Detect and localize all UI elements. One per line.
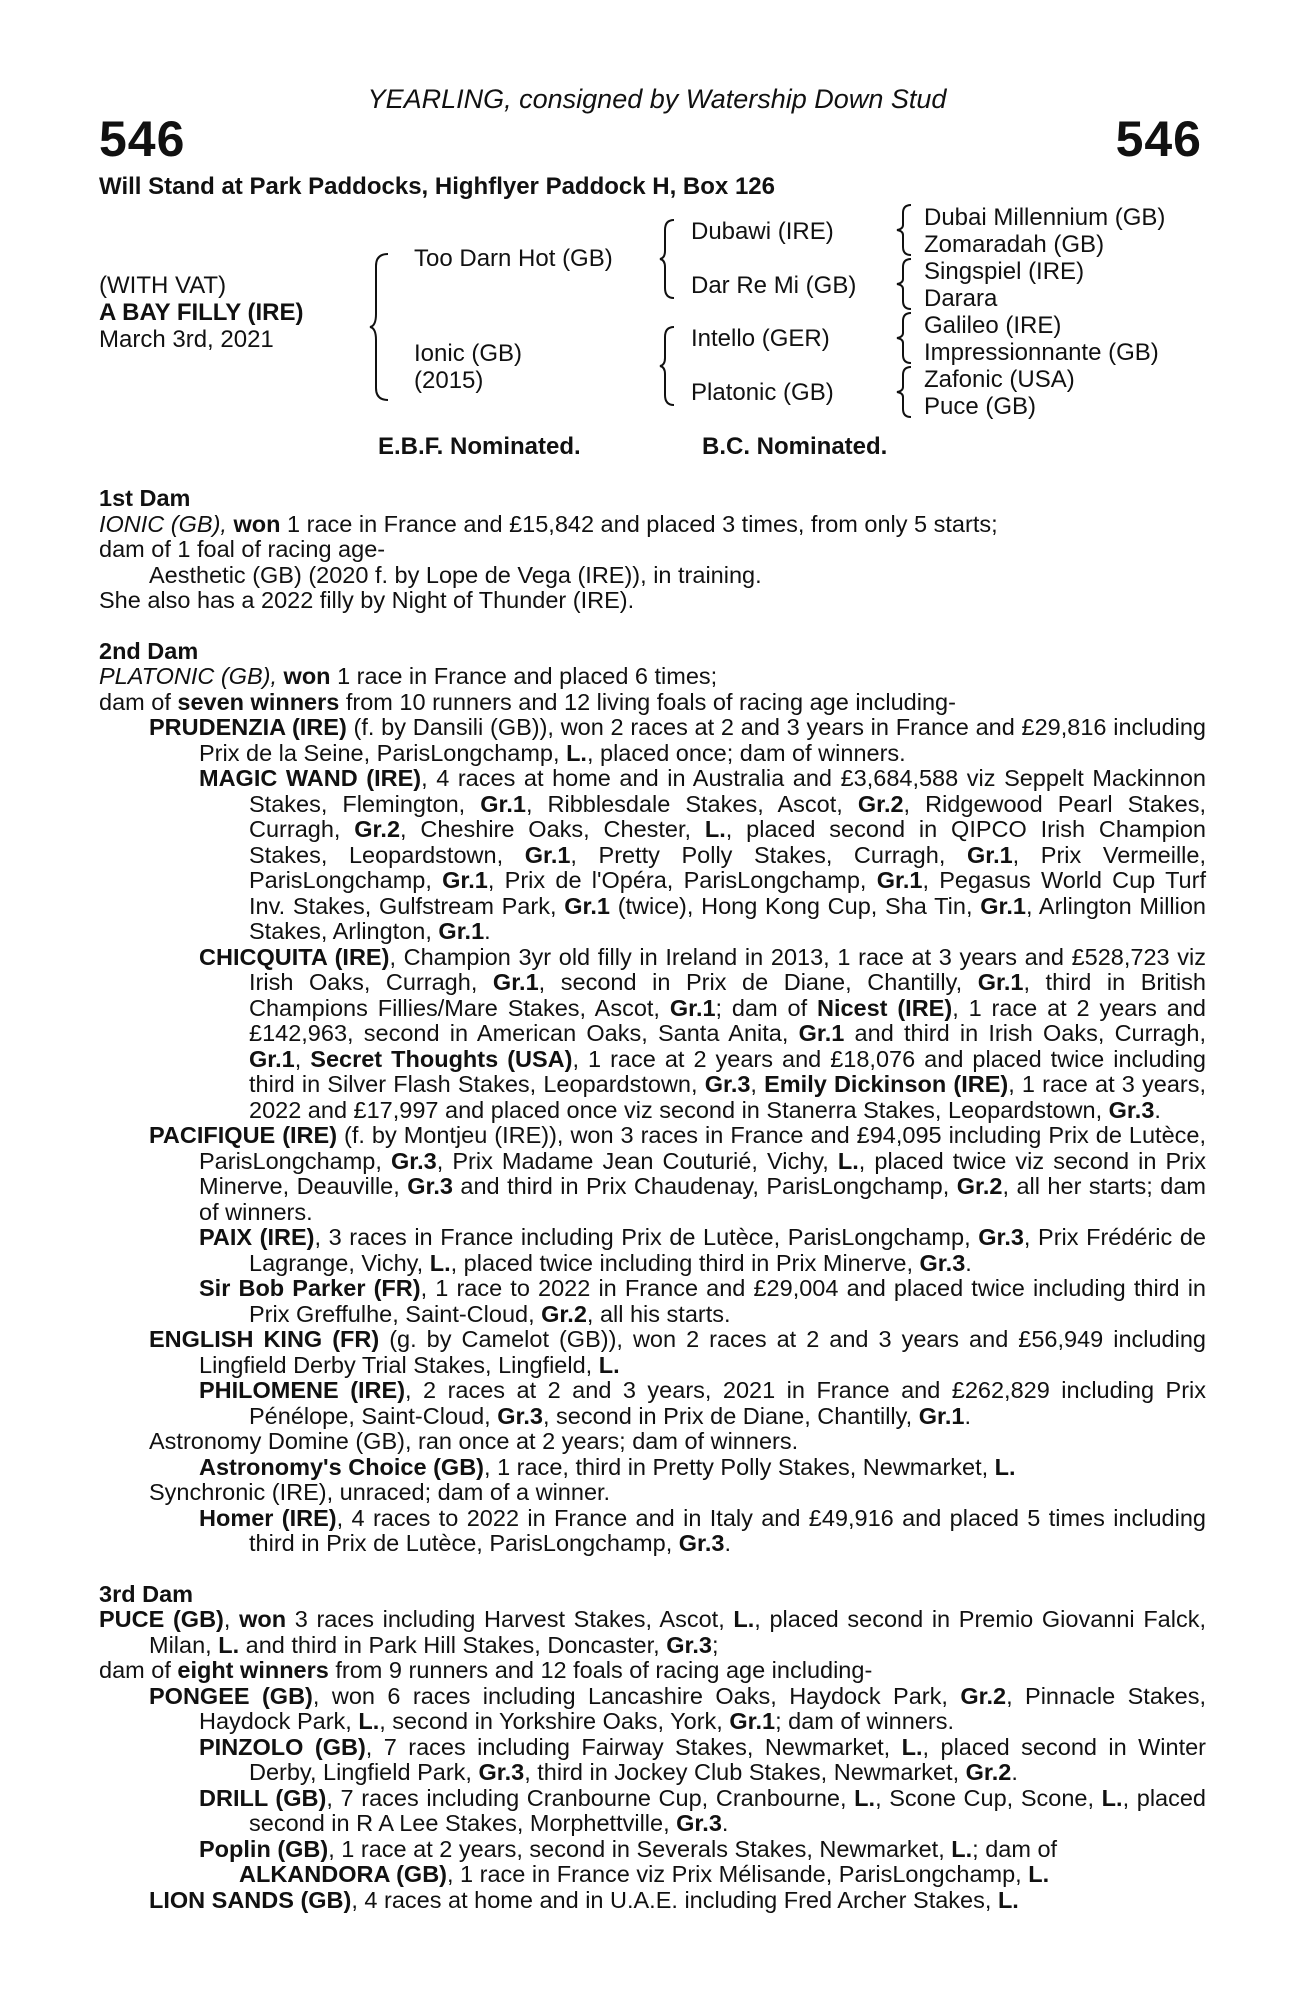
bold-run: PONGEE (GB): [149, 1682, 313, 1709]
bold-run: MAGIC WAND (IRE): [199, 765, 422, 791]
text-run: , Champion 3yr old filly in Ireland in 2013, 1 race at 3 years and £528,723 viz Irish Oaks, Curragh,: [249, 943, 1206, 995]
ancestor-2: Zomaradah (GB): [924, 231, 1105, 258]
text-run: , placed second in Winter Derby, Lingfield Park,: [249, 1733, 1207, 1785]
produce-entry: [99, 1123, 1206, 1225]
bold-run: L.: [566, 739, 587, 766]
produce-entry: [99, 1506, 1206, 1557]
bold-run: Gr.1: [966, 841, 1013, 868]
text-run: , 1 race, third in Pretty Polly Stakes, Newmarket,: [484, 1453, 995, 1480]
text-run: , Prix Madame Jean Couturié, Vichy,: [436, 1147, 838, 1174]
third-dam-winners: eight winners: [177, 1657, 329, 1683]
bold-run: L.: [854, 1784, 876, 1811]
text-run: , 4 races at home and in U.A.E. including Fred Archer Stakes,: [351, 1886, 998, 1913]
text-run: and third in Irish Oaks, Curragh,: [844, 1020, 1206, 1046]
pedigree-notes: [99, 486, 1206, 1913]
bold-run: Poplin (GB): [199, 1835, 329, 1862]
text-run: ;: [711, 1631, 719, 1658]
bold-run: Gr.1: [729, 1708, 776, 1734]
bold-run: PUCE (GB): [99, 1606, 224, 1632]
bold-run: L.: [1028, 1861, 1050, 1887]
text-run: , Pegasus World Cup Turf Inv. Stakes, Gulfstream Park,: [249, 867, 1206, 919]
first-dam-produce-line: dam of 1 foal of racing age-: [99, 536, 386, 562]
text-run: , placed second in R A Lee Stakes, Morphettville,: [249, 1784, 1207, 1836]
bold-run: Gr.2: [354, 816, 401, 842]
bold-run: DRILL (GB): [199, 1784, 327, 1811]
text-run: , Ridgewood Pearl Stakes, Curragh,: [249, 790, 1206, 842]
ancestor-4: Darara: [924, 285, 998, 312]
ancestor-5: Galileo (IRE): [924, 312, 1062, 339]
text-run: .: [965, 1249, 972, 1276]
text-run: , 7 races including Cranbourne Cup, Cranbourne,: [326, 1784, 855, 1811]
bold-run: Gr.1: [492, 969, 539, 995]
text-run: , 1 race at 3 years, 2022 and £17,997 and placed once viz second in Stanerra Stakes, Leopardstown,: [249, 1071, 1206, 1123]
bold-run: Gr.3: [978, 1224, 1024, 1250]
text-run: and third in Prix Chaudenay, ParisLongchamp,: [452, 1173, 957, 1199]
produce-entry: [99, 1480, 1206, 1506]
bold-run: Gr.3: [1108, 1096, 1155, 1123]
text-run: , all his starts.: [586, 1300, 731, 1327]
brace-gen3-1: [895, 203, 915, 257]
text-run: , 2 races at 2 and 3 years, 2021 in France and £262,829 including Prix Pénélope, Saint-Cloud,: [249, 1377, 1206, 1429]
bold-run: won: [239, 1606, 287, 1632]
second-dam-produce-list: [99, 715, 1206, 1557]
text-run: ; dam of: [972, 1835, 1058, 1862]
text-run: , 7 races including Fairway Stakes, Newmarket,: [365, 1733, 902, 1760]
first-dam-name: IONIC (GB),: [99, 510, 234, 537]
text-run: , second in Prix de Diane, Chantilly,: [538, 969, 978, 995]
produce-entry: [99, 1455, 1206, 1481]
text-run: , placed once; dam of winners.: [586, 739, 906, 766]
produce-entry: [99, 1429, 1206, 1455]
first-dam-summary: [99, 512, 1206, 538]
consignment-line: YEARLING, consigned by Watership Down Stud: [367, 84, 947, 114]
text-run: (g. by Camelot (GB)), won 2 races at 2 and 3 years and £56,949 including Lingfield Derby Trial Stakes, Lingfield,: [199, 1326, 1206, 1378]
bold-run: Gr.2: [857, 790, 904, 817]
bold-run: Secret Thoughts (USA): [310, 1045, 573, 1072]
bold-run: PAIX (IRE): [199, 1224, 315, 1250]
bc-nomination: B.C. Nominated.: [702, 433, 888, 460]
bold-run: Gr.1: [438, 918, 485, 944]
text-run: , Cheshire Oaks, Chester,: [400, 816, 705, 842]
bold-run: Gr.1: [249, 1045, 295, 1072]
foaling-date: March 3rd, 2021: [99, 326, 274, 353]
text-run: and third in Park Hill Stakes, Doncaster,: [239, 1631, 667, 1658]
second-dam-winners: seven winners: [177, 688, 340, 715]
bold-run: Gr.3: [478, 1759, 525, 1785]
text-run: , 4 races at home and in Australia and £3,684,588 viz Seppelt Mackinnon Stakes, Flemington,: [249, 765, 1206, 817]
stand-location: Will Stand at Park Paddocks, Highflyer Paddock H, Box 126: [99, 173, 775, 200]
brace-gen2-bottom: [658, 325, 678, 407]
ancestor-1: Dubai Millennium (GB): [924, 204, 1166, 231]
text-run: , second in Yorkshire Oaks, York,: [379, 1708, 730, 1734]
ancestor-8: Puce (GB): [924, 393, 1037, 420]
bold-run: L.: [997, 1886, 1019, 1913]
text-run: , Prix de l'Opéra, ParisLongchamp,: [487, 867, 877, 893]
bold-run: Gr.1: [524, 841, 571, 868]
bold-run: Gr.1: [918, 1402, 965, 1429]
first-dam-record: 1 race in France and £15,842 and placed 3 times, from only 5 starts;: [280, 510, 998, 537]
second-dam-produce-post: from 10 runners and 12 living foals of racing age including-: [339, 688, 956, 715]
bold-run: L.: [733, 1606, 755, 1632]
sire-sire: Dubawi (IRE): [691, 218, 834, 245]
second-dam-name: PLATONIC (GB),: [99, 663, 284, 689]
text-run: ; dam of: [715, 994, 817, 1021]
produce-entry: [99, 1327, 1206, 1378]
bold-run: Gr.1: [564, 892, 610, 919]
produce-entry: [99, 1786, 1206, 1837]
text-run: , 1 race at 2 years and £18,076 and placed twice including third in Silver Flash Stakes, Leopardstown,: [249, 1045, 1206, 1097]
sire-dam: Dar Re Mi (GB): [691, 272, 857, 299]
bold-run: Gr.3: [407, 1173, 453, 1199]
text-run: (f. by Dansili (GB)), won 2 races at 2 and 3 years in France and £29,816 including Prix de la Seine, ParisLongchamp,: [199, 714, 1206, 766]
second-dam-won: won: [283, 663, 331, 689]
third-dam-heading: 3rd Dam: [99, 1580, 194, 1607]
bold-run: PACIFIQUE (IRE): [149, 1122, 338, 1148]
bold-run: ENGLISH KING (FR): [149, 1326, 380, 1352]
bold-run: L.: [358, 1708, 380, 1734]
text-run: , Ribblesdale Stakes, Ascot,: [525, 790, 858, 817]
dam-year: (2015): [414, 367, 484, 394]
text-run: Astronomy Domine (GB), ran once at 2 years; dam of winners.: [149, 1428, 799, 1454]
text-run: , 4 races to 2022 in France and in Italy and £49,916 and placed 5 times including third in Prix de Lutèce, ParisLongchamp,: [249, 1504, 1206, 1556]
dam-dam: Platonic (GB): [691, 379, 834, 406]
bold-run: PRUDENZIA (IRE): [149, 714, 347, 740]
text-run: (twice), Hong Kong Cup, Sha Tin,: [609, 892, 981, 919]
brace-gen3-4: [895, 365, 915, 419]
bold-run: Sir Bob Parker (FR): [199, 1275, 421, 1301]
text-run: , 1 race to 2022 in France and £29,004 and placed twice including third in Prix Greffulhe, Saint-Cloud,: [249, 1275, 1206, 1327]
brace-gen1: [368, 252, 392, 402]
brace-gen2-top: [658, 218, 678, 300]
bold-run: Gr.2: [956, 1173, 1003, 1199]
bold-run: L.: [598, 1351, 620, 1378]
first-dam-won: won: [233, 510, 281, 537]
text-run: .: [1011, 1759, 1018, 1785]
text-run: , second in Prix de Diane, Chantilly,: [542, 1402, 919, 1429]
produce-entry: [99, 1888, 1206, 1914]
brace-gen3-2: [895, 257, 915, 311]
bold-run: L.: [837, 1147, 859, 1174]
text-run: .: [964, 1402, 971, 1429]
text-run: 3 races including Harvest Stakes, Ascot,: [286, 1606, 734, 1632]
text-run: , 3 races in France including Prix de Lutèce, ParisLongchamp,: [314, 1224, 979, 1250]
bold-run: Homer (IRE): [199, 1504, 337, 1531]
second-dam-produce-line: [99, 690, 1206, 716]
text-run: , Arlington Million Stakes, Arlington,: [249, 892, 1207, 944]
third-dam-produce-list: [99, 1684, 1206, 1914]
bold-run: Gr.3: [704, 1071, 751, 1097]
bold-run: Gr.3: [919, 1249, 966, 1276]
third-dam-summary: [99, 1607, 1206, 1658]
text-run: , Scone Cup, Scone,: [875, 1784, 1102, 1811]
third-dam-produce-pre: dam of: [99, 1657, 178, 1683]
produce-entry: [99, 945, 1206, 1124]
text-run: ,: [750, 1071, 765, 1097]
bold-run: Astronomy's Choice (GB): [199, 1453, 485, 1480]
bold-run: Gr.3: [390, 1147, 437, 1174]
lot-number-left: 546: [99, 111, 186, 167]
text-run: , placed twice viz second in Prix Minerve, Deauville,: [199, 1147, 1206, 1199]
ancestor-7: Zafonic (USA): [924, 366, 1075, 393]
first-dam-foal: Aesthetic (GB) (2020 f. by Lope de Vega (IRE)), in training.: [149, 561, 762, 588]
bold-run: L.: [994, 1453, 1016, 1480]
bold-run: CHICQUITA (IRE): [199, 943, 390, 970]
bold-run: Gr.3: [497, 1402, 543, 1429]
text-run: , 1 race at 2 years and £142,963, second in American Oaks, Santa Anita,: [249, 994, 1206, 1046]
bold-run: PINZOLO (GB): [199, 1733, 366, 1760]
bold-run: Gr.1: [876, 867, 923, 893]
produce-entry: [99, 1276, 1206, 1327]
lot-subject: A BAY FILLY (IRE): [99, 299, 304, 326]
bold-run: L.: [218, 1631, 240, 1658]
text-run: .: [1154, 1096, 1161, 1123]
bold-run: Nicest (IRE): [816, 994, 953, 1021]
text-run: , 1 race in France viz Prix Mélisande, ParisLongchamp,: [447, 1861, 1029, 1887]
text-run: , Pretty Polly Stakes, Curragh,: [570, 841, 967, 868]
bold-run: Gr.3: [666, 1631, 712, 1658]
bold-run: L.: [704, 816, 726, 842]
dam-sire: Intello (GER): [691, 325, 830, 352]
second-dam-record: 1 race in France and placed 6 times;: [330, 663, 718, 689]
text-run: ,: [294, 1045, 311, 1072]
produce-entry: [99, 766, 1206, 945]
text-run: , placed second in QIPCO Irish Champion Stakes, Leopardstown,: [249, 816, 1206, 868]
vat-note: (WITH VAT): [99, 272, 227, 299]
text-run: , third in Jockey Club Stakes, Newmarket,: [524, 1759, 966, 1785]
produce-entry: [99, 1684, 1206, 1735]
bold-run: LION SANDS (GB): [149, 1886, 352, 1913]
bold-run: Gr.1: [977, 969, 1024, 995]
bold-run: L.: [1101, 1784, 1123, 1811]
ancestor-6: Impressionnante (GB): [924, 339, 1159, 366]
text-run: .: [724, 1530, 732, 1556]
text-run: , won 6 races including Lancashire Oaks, Haydock Park,: [312, 1682, 961, 1709]
produce-entry: [99, 1862, 1206, 1888]
bold-run: Gr.1: [480, 790, 526, 817]
produce-entry: [99, 1378, 1206, 1429]
bold-run: Gr.1: [442, 867, 488, 893]
third-dam-produce-post: from 9 runners and 12 foals of racing age including-: [328, 1657, 873, 1683]
bold-run: PHILOMENE (IRE): [199, 1377, 406, 1403]
text-run: , Pinnacle Stakes, Haydock Park,: [199, 1682, 1206, 1734]
bold-run: L.: [901, 1733, 923, 1760]
produce-entry: [99, 1735, 1206, 1786]
text-run: , 1 race at 2 years, second in Severals Stakes, Newmarket,: [328, 1835, 952, 1862]
brace-gen3-3: [895, 311, 915, 365]
text-run: Synchronic (IRE), unraced; dam of a winner.: [149, 1479, 611, 1505]
bold-run: Emily Dickinson (IRE): [764, 1071, 1009, 1097]
text-run: , Prix Frédéric de Lagrange, Vichy,: [249, 1224, 1206, 1276]
first-dam-note: She also has a 2022 filly by Night of Thunder (IRE).: [99, 587, 635, 613]
text-run: ,: [223, 1606, 240, 1632]
second-dam-heading: 2nd Dam: [99, 637, 199, 664]
second-dam-produce-pre: dam of: [99, 688, 178, 715]
lot-number-right: 546: [1115, 111, 1202, 167]
produce-entry: [99, 1837, 1206, 1863]
bold-run: Gr.2: [541, 1300, 587, 1327]
bold-run: Gr.3: [676, 1810, 722, 1836]
text-run: , placed twice including third in Prix Minerve,: [450, 1249, 920, 1276]
ancestor-3: Singspiel (IRE): [924, 258, 1085, 285]
bold-run: Gr.1: [980, 892, 1026, 919]
text-run: (f. by Montjeu (IRE)), won 3 races in France and £94,095 including Prix de Lutèce, ParisLongchamp,: [199, 1122, 1206, 1174]
ebf-nomination: E.B.F. Nominated.: [378, 433, 581, 460]
text-run: ; dam of winners.: [775, 1708, 954, 1734]
produce-entry: [99, 715, 1206, 766]
text-run: , third in British Champions Fillies/Mare Stakes, Ascot,: [249, 969, 1206, 1021]
text-run: .: [721, 1810, 729, 1836]
bold-run: L.: [429, 1249, 451, 1276]
bold-run: Gr.2: [965, 1759, 1012, 1785]
bold-run: Gr.3: [678, 1530, 725, 1556]
bold-run: ALKANDORA (GB): [239, 1861, 447, 1887]
produce-entry: [99, 1225, 1206, 1276]
first-dam-heading: 1st Dam: [99, 485, 191, 511]
sire: Too Darn Hot (GB): [414, 245, 613, 272]
text-run: , placed second in Premio Giovanni Falck, Milan,: [149, 1606, 1206, 1658]
bold-run: Gr.1: [798, 1020, 845, 1046]
text-run: , all her starts; dam of winners.: [199, 1173, 1207, 1225]
bold-run: L.: [951, 1835, 973, 1862]
text-run: , Prix Vermeille, ParisLongchamp,: [249, 841, 1206, 893]
second-dam-summary: [99, 664, 1206, 690]
bold-run: Gr.2: [960, 1682, 1007, 1709]
third-dam-produce-line: [99, 1658, 1206, 1684]
bold-run: Gr.1: [669, 994, 716, 1021]
text-run: .: [484, 918, 491, 944]
dam: Ionic (GB): [414, 340, 523, 367]
